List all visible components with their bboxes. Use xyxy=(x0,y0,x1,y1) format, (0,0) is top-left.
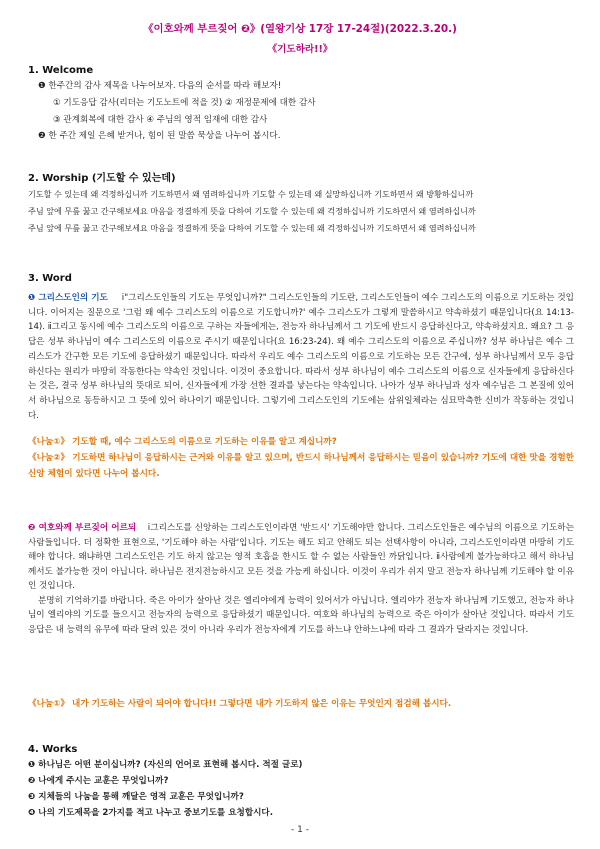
document-subtitle: 《기도하라!!》 xyxy=(267,44,333,55)
welcome-line-3: ③ 관계회복에 대한 감사 ④ 주님의 영적 임재에 대한 감사 xyxy=(53,115,268,125)
welcome-line-1: ❶ 한주간의 감사 제목을 나누어보자. 다음의 순서를 따라 해보자! xyxy=(38,81,282,91)
works-item-1: ❶ 하나님은 어떤 분이십니까? (자신의 언어로 표현해 봅시다. 적절 글로) xyxy=(28,760,303,770)
worship-line-2: 주님 앞에 무릎 꿇고 간구해보세요 마음을 정결하게 뜻을 다하여 기도할 수 있는데 왜 걱정하십니까 기도하면서 왜 염려하십니까 xyxy=(28,206,476,216)
word-question-1: 《나눔①》 기도할 때, 예수 그리스도의 이름으로 기도하는 이유를 알고 계십니까? xyxy=(28,437,337,447)
word-question-2: 《나눔②》 기도하면 하나님이 응답하시는 근거와 이유를 알고 있으며, 반드시 하나님께서 응답하시는 믿음이 있습니까? 기도에 대한 맛을 경험한 신앙 체험이 있다면 나누어 봅시다. xyxy=(28,453,574,479)
document-title: 《이호와께 부르짖어 ❷》(열왕기상 17장 17-24절)(2022.3.20.) xyxy=(143,23,457,35)
word-question-3: 《나눔①》 내가 기도하는 사람이 되어야 합니다!! 그렇다면 내가 기도하지 않은 이유는 무엇인지 점검해 봅시다. xyxy=(28,699,452,709)
welcome-line-2: ① 기도응답 감사(리더는 기도노트에 적을 것) ② 재정문제에 대한 감사 xyxy=(53,98,316,108)
section-heading-worship: 2. Worship (기도할 수 있는데) xyxy=(28,173,176,184)
works-item-3: ❸ 지체들의 나눔을 통해 깨달은 영적 교훈은 무엇입니까? xyxy=(28,792,244,802)
worship-line-3: 주님 앞에 무릎 꿇고 간구해보세요 마음을 정결하게 뜻을 다하여 기도할 수 있는데 왜 걱정하십니까 기도하면서 왜 염려하십니까 xyxy=(28,223,476,233)
word-paragraph-2 xyxy=(28,521,574,637)
section-heading-welcome: 1. Welcome xyxy=(28,65,94,76)
word-p2-lead: ❷ 여호와께 부르짖어 어르되 xyxy=(28,523,137,533)
word-p1-lead: ❶ 그리스도인의 기도 xyxy=(28,293,108,303)
works-item-4: ❹ 나의 기도제목을 2가지를 적고 나누고 중보기도를 요청합시다. xyxy=(28,808,274,818)
word-paragraph-1 xyxy=(28,291,574,423)
word-p2-text: ⅰ그리스도를 신앙하는 그리스도인이라면 '반드시' 기도해야만 합니다. 그리스도인들은 예수님의 이름으로 기도하는 사람들입니다. 더 정확한 표현으로, '기도해야 하는 사람'입니다. 기도는 해도 되고 안해도 되는 선택사항이 아니라, 그리스도인이라면 마땅히 기도해야 합니다. 왜냐하면 그리스도인은 기도 하지 않고는 영적 호흡을 한시도 할 수 없는 사람들인 까닭입니다. ⅱ사람에게 불가능하다고 해서 하나님께서도 불가능한 것이 아닙니다. 하나님은 전지전능하시고 모든 것을 가능케 하십니다. 이것이 우리가 쉬지 말고 전능자 하나님께 기도해야 할 이유인 것입니다. xyxy=(28,523,574,591)
word-p2-text-2: 분명히 기억하기를 바랍니다. 죽은 아이가 살아난 것은 엘리야에게 능력이 있어서가 아닙니다. 엘리야가 전능자 하나님께 기도했고, 전능자 하나님이 엘리야의 기도를 들으시고 전능자의 능력으로 응답하셨기 때문입니다. 여호와 하나님의 능력으로 죽은 아이가 살아난 것입니다. 따라서 기도 응답은 내 능력의 유무에 따라 달려 있은 것이 아니라 우리가 전능자에게 기도를 하느냐 안하느냐에 따라 그 결과가 달라지는 것입니다. xyxy=(28,595,574,635)
welcome-line-4: ❷ 한 주간 제일 은혜 받거나, 힘이 된 말씀 묵상을 나누어 봅시다. xyxy=(38,131,281,141)
works-item-2: ❷ 나에게 주시는 교훈은 무엇입니까? xyxy=(28,776,169,786)
section-heading-works: 4. Works xyxy=(28,744,78,755)
word-question-block-1 xyxy=(28,434,574,482)
worship-line-1: 기도할 수 있는데 왜 걱정하십니까 기도하면서 왜 염려하십니까 기도할 수 있는데 왜 실망하십니까 기도하면서 왜 방황하십니까 xyxy=(28,189,474,199)
section-heading-word: 3. Word xyxy=(28,273,72,284)
page-number: - 1 - xyxy=(291,825,309,835)
word-p1-text: ⅰ"그리스도인들의 기도는 무엇입니까?" 그리스도인들의 기도란, 그리스도인들이 예수 그리스도의 이름으로 기도하는 것입니다. 이어지는 질문으로 '그럼 왜 예수 그리스도의 이름으로 기도합니까?' 예수 그리스도가 그렇게 말씀하시고 약속하셨기 때문입니다(요 14:13-14). ⅱ그리고 동시에 예수 그리스도의 이름으로 구하는 자들에게는, 전능자 하나님께서 그 기도에 반드시 응답하신다고, 약속하셨지요. 왜요? 그 응답은 성부 하나님이 예수 그리스도의 이름으로 주시기 때문입니다(요 16:23-24). 왜 예수 그리스도의 이름으로 주십니까? 성부 하나님은 예수 그리스도가 간구한 모든 기도에 응답하셨기 때문입니다. 따라서 우리도 예수 그리스도의 이름으로 기도하는 모든 간구에, 성부 하나님께서 모두 응답하신다는 원리가 마땅히 작동한다는 약속인 것입니다. 이것이 중요합니다. 따라서 성부 하나님이 예수 그리스도의 이름으로 신자들에게 응답하신다는 것은, 결국 성부 하나님의 뜻대로 되어, 신자들에게 가장 선한 결과를 낳는다는 약속입니다. 나아가 성부 하나님과 성자 예수님은 그 본질에 있어서 하나님으로 동등하시고 그 뜻에 있어 하나이기 때문입니다. 그렇기에 그리스도인의 기도에는 삼위일체라는 심묘막측한 신비가 작동하는 것입니다. xyxy=(28,293,574,421)
